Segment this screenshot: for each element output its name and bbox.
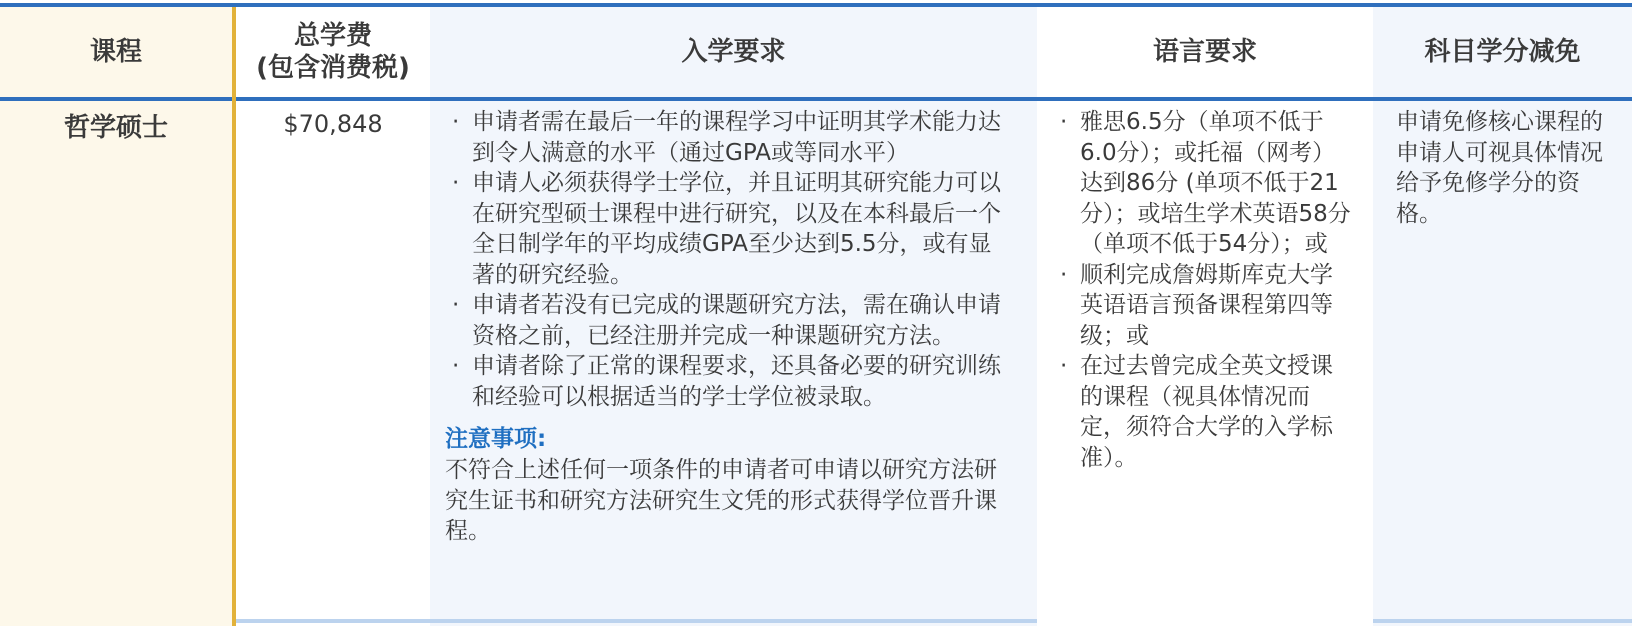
row-bottom-rule-right — [1373, 619, 1632, 623]
credit-cell: 申请免修核心课程的申请人可视具体情况给予免修学分的资格。 — [1396, 109, 1603, 227]
list-item — [445, 351, 1010, 412]
list-item — [1053, 107, 1353, 260]
header-bottom-rule — [0, 97, 1632, 101]
bullet-dot: · — [1060, 109, 1068, 135]
list-item — [445, 168, 1010, 290]
requirements-list — [445, 107, 1010, 412]
header-course — [0, 7, 232, 97]
bullet-dot: · — [452, 170, 460, 196]
header-credit-label: 科目学分减免 — [1424, 37, 1581, 67]
header-course-label: 课程 — [89, 37, 142, 67]
requirement-text: 申请者需在最后一年的课程学习中证明其学术能力达到令人满意的水平（通过GPA或等同水平） — [472, 109, 1001, 166]
course-column-divider — [232, 7, 236, 626]
note-title: 注意事项: — [445, 426, 547, 452]
requirement-text: 申请人必须获得学士学位，并且证明其研究能力可以在研究型硕士课程中进行研究，以及在本科最后一个全日制学年的平均成绩GPA至少达到5.5分，或有显著的研究经验。 — [472, 170, 1001, 288]
header-credit — [1373, 7, 1632, 97]
header-fee — [236, 7, 430, 97]
bullet-dot: · — [452, 353, 460, 379]
language-list — [1053, 107, 1353, 473]
bullet-dot: · — [1060, 353, 1068, 379]
header-fee-label: 总学费 — [293, 21, 372, 51]
tuition-fee: $70,848 — [283, 110, 383, 138]
language-text: 雅思6.5分（单项不低于6.0分）；或托福（网考）达到86分 (单项不低于21分）；或培生学术英语58分（单项不低于54分）；或 — [1080, 109, 1351, 257]
note-body: 不符合上述任何一项条件的申请者可申请以研究方法研究生证书和研究方法研究生文凭的形式获得学位晋升课程。 — [445, 457, 997, 544]
header-requirements — [430, 7, 1037, 97]
list-item — [445, 107, 1010, 168]
header-fee-sublabel: (包含消费税) — [256, 53, 410, 83]
bullet-dot: · — [452, 292, 460, 318]
language-text: 在过去曾完成全英文授课的课程（视具体情况而定，须符合大学的入学标准）。 — [1080, 353, 1333, 471]
list-item — [1053, 351, 1353, 473]
header-language-label: 语言要求 — [1152, 37, 1257, 67]
bullet-dot: · — [452, 109, 460, 135]
language-text: 顺利完成詹姆斯库克大学英语语言预备课程第四等级；或 — [1080, 261, 1333, 349]
requirements-cell — [445, 107, 1010, 547]
row-bottom-rule — [236, 619, 1037, 623]
requirement-text: 申请者除了正常的课程要求，还具备必要的研究训练和经验可以根据适当的学士学位被录取。 — [472, 353, 1001, 410]
header-language — [1037, 7, 1373, 97]
requirement-text: 申请者若没有已完成的课题研究方法，需在确认申请资格之前，已经注册并完成一种课题研究方法。 — [472, 292, 1001, 349]
list-item — [445, 290, 1010, 351]
header-requirements-label: 入学要求 — [681, 37, 786, 67]
bullet-dot: · — [1060, 261, 1068, 288]
language-cell — [1053, 107, 1353, 473]
course-name: 哲学硕士 — [63, 113, 168, 143]
list-item — [1053, 260, 1353, 352]
